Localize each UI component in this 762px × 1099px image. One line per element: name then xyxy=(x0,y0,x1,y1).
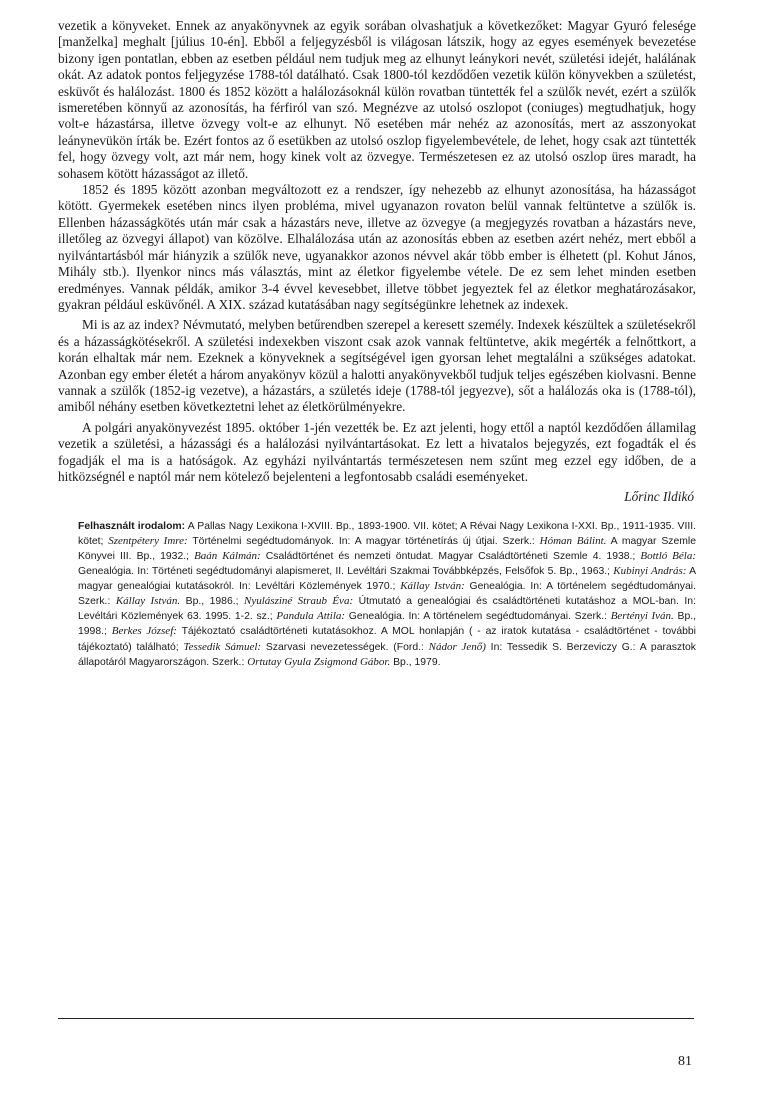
body-paragraph: Mi is az az index? Névmutató, melyben betűrendben szerepel a keresett személy. Indexek készültek a születésekről és a házasságkötésekről. A születési indexekben viszont csak azok vannak feltüntetve, akik megérték a felnőttkort, a korán elhaltak már nem. Ezeknek a könyveknek a segítségével igen gyorsan lehet megtalálni a szükséges adatokat. Azonban egy ember életét a három anyakönyv közül a halotti anyakönyvekből tudjuk teljes egészében kiolvasni. Benne vannak a szülők (1852-ig vezetve), a házastárs, a születés ideje (1788-tól jegyezve), sőt a halálozás oka is (1788-tól), amiből néhány esetben következtetni lehet az életkörülményekre. xyxy=(58,317,696,415)
reference-author: Ortutay Gyula Zsigmond Gábor. xyxy=(247,655,391,668)
reference-text: In: Tessedik S. Berzeviczy G.: A parasztok állapotáról Magyarországon. Szerk.: xyxy=(78,641,696,668)
reference-author: Pandula Attila: xyxy=(276,610,346,623)
reference-author: Nádor Jenő) xyxy=(428,640,486,653)
reference-author: Hóman Bálint. xyxy=(539,534,607,547)
footer-divider xyxy=(58,1018,694,1019)
reference-author: Szentpétery Imre: xyxy=(108,534,188,547)
body-paragraph: A polgári anyakönyvezést 1895. október 1-jén vezették be. Ez azt jelenti, hogy ettől a naptól kezdődően államilag vezetik a születési, a házassági és a halálozási nyilvántartásokat. Ez lett a hivatalos bejegyzés, ezt fogadták el és fogadják el ma is a hatóságok. Az egyházi nyilvántartás természetesen nem szűnt meg ezzel egy időben, de a hitközségnél e naptól már nem kötelező bejelenteni a legfontosabb családi eseményeket. xyxy=(58,419,696,484)
page-body xyxy=(58,18,696,670)
references-block xyxy=(58,520,696,670)
author-signature: Lőrinc Ildikó xyxy=(624,489,694,505)
reference-text: Bp., 1979. xyxy=(390,656,441,668)
reference-author: Kállay István: xyxy=(400,580,465,593)
reference-text: Útmutató a genealógiai és családtörténeti kutatáshoz a MOL-ban. In: Levéltári Közlemények 63. 1995. 1-2. sz.; xyxy=(78,596,696,623)
reference-author: Baán Kálmán: xyxy=(194,549,261,562)
reference-text: Bp., 1986.; xyxy=(180,596,245,608)
reference-author: Tessedik Sámuel: xyxy=(183,640,262,653)
reference-author: Nyulásziné Straub Éva: xyxy=(244,595,354,608)
references-lead: Felhasznált irodalom: xyxy=(78,520,186,532)
reference-text: A magyar Szemle Könyvei III. Bp., 1932.; xyxy=(78,535,696,562)
reference-author: Bertényi Iván. xyxy=(610,610,674,623)
reference-author: Berkes József: xyxy=(111,625,177,638)
body-paragraph: vezetik a könyveket. Ennek az anyakönyvnek az egyik sorában olvashatjuk a következőket: Magyar Gyuró felesége [manželka] meghalt [július 10-én]. Ebből a feljegyzésből is világosan látszik, hogy az egyes események bevezetése bizony igen pontatlan, ebben az esetben például nem tudjuk meg az elhunyt leánykori nevét, születési idejét, halálának okát. Az adatok pontos feljegyzése 1788-tól datálható. Csak 1800-tól kezdődően vezetik külön könyvekben a születést, esküvőt és halálozást. 1800 és 1852 között a halálozásoknál külön rovatban tüntették fel a szülők nevét, ezért a szülők ismeretében könnyű az azonosítás, ha férfiról van szó. Megnézve az utolsó oszlopot (coniuges) megtudhatjuk, hogy volt-e házastársa, illetve özvegy volt-e az elhunyt. Nő esetében már nehéz az azonosítás, mert az asszonyokat leánynevükön írták be. Ezért fontos az ő esetükben az utolsó oszlop figyelembevétele, de lehet, hogy csak azt tüntették fel, hogy özvegy volt, azt már nem, hogy kinek volt az özvegye. Természetesen ez az utolsó oszlop üres maradt, ha sohasem kötött házasságot az illető. xyxy=(58,18,696,181)
reference-text: Történelmi segédtudományok. In: A magyar történetírás új útjai. Szerk.: xyxy=(187,535,540,547)
reference-author: Bottló Béla: xyxy=(640,549,696,562)
reference-text: Genealógia. In: Történeti segédtudományi alapismeret, II. Levéltári Szakmai Továbbképzés, Felsőfok 5. Bp., 1963.; xyxy=(78,566,614,578)
reference-author: Kubinyi András: xyxy=(613,565,687,578)
page-number: 81 xyxy=(678,1054,692,1069)
body-paragraph: 1852 és 1895 között azonban megváltozott ez a rendszer, így nehezebb az elhunyt azonosítása, ha házasságot kötött. Gyermekek esetében nincs ilyen probléma, mivel ugyanazon rovaton belül vannak feltüntetve a szülők is. Ellenben házasságkötés után már csak a házastárs neve, illetve az özvegye (a megjegyzés rovatban a házastárs neve, illetőleg az özvegyi állapot) van közölve. Elhalálozása után az azonosítás ebben az esetben azért nehéz, mert ebből a nyilvántartásból már hiányzik a szülők neve, ugyanakkor azonos névvel akár több ember is élhetett (pl. Kohut János, Mihály stb.). Ilyenkor nincs más választás, mint az életkor figyelembe vétele. De ez sem lehet minden esetben eredményes. Vannak példák, amikor 3-4 évvel kevesebbet, illetve többet jegyeztek fel az életkor meghatározásakor, gyakran például esküvőnél. A XIX. század kutatásában nagy segítségünkre lehetnek az indexek. xyxy=(58,182,696,312)
reference-text: Családtörténet és nemzeti öntudat. Magyar Családtörténeti Szemle 4. 1938.; xyxy=(260,550,641,562)
reference-text: A Pallas Nagy Lexikona I-XVIII. Bp., 1893-1900. VII. kötet; A Révai Nagy Lexikona I-XXI. Bp., 1911-1935. VIII. kötet; xyxy=(78,520,696,547)
reference-text: A magyar genealógiai kutatásokról. In: Levéltári Közlemények 1970.; xyxy=(78,566,696,593)
reference-text: Szarvasi nevezetességek. (Ford.: xyxy=(261,641,429,653)
reference-text: Genealógia. In: A történelem segédtudományai. Szerk.: xyxy=(345,611,611,623)
reference-author: Kállay István. xyxy=(115,595,181,608)
reference-text: Genealógia. In: A történelem segédtudományai. Szerk.: xyxy=(78,581,696,608)
reference-text: Bp., 1998.; xyxy=(78,611,696,638)
reference-text: Tájékoztató családtörténeti kutatásokhoz. A MOL honlapján ( - az iratok kutatása - családtörténet - további tájékoztató) található; xyxy=(78,626,696,653)
